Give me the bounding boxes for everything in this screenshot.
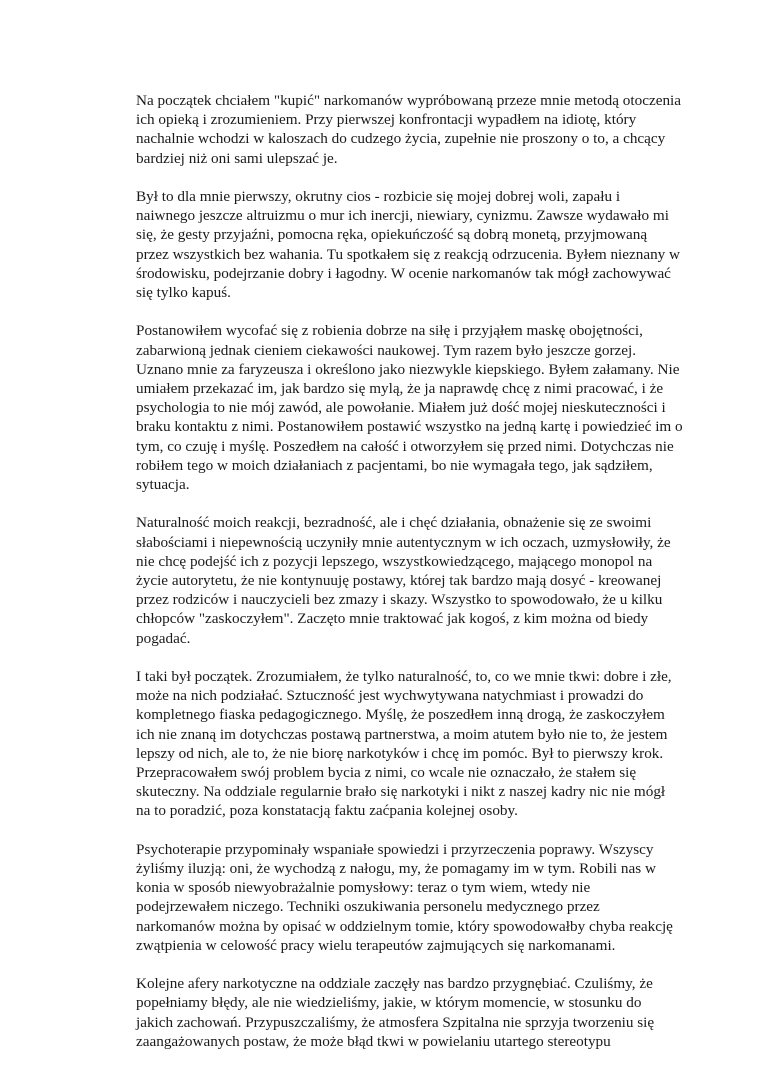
text-line: naiwnego jeszcze altruizmu o mur ich inercji, niewiary, cynizmu. Zawsze wydawało mi [136, 207, 669, 225]
text-line: Naturalność moich reakcji, bezradność, ale i chęć działania, obnażenie się ze swoimi [136, 514, 652, 532]
text-line: konia w sposób niewyobrażalnie pomysłowy: teraz o tym wiem, wtedy nie [136, 879, 591, 897]
text-line: żyliśmy iluzją: oni, że wychodzą z nałogu, my, że pomagamy im w tym. Robili nas w [136, 860, 656, 878]
body-text [136, 91, 690, 1070]
text-line: Przepracowałem swój problem bycia z nimi, co wcale nie oznaczało, że stałem się [136, 764, 637, 782]
text-line: nie chcę podejść ich z pozycji lepszego, wszystkowiedzącego, mającego monopol na [136, 552, 653, 570]
text-line: Psychoterapie przypominały wspaniałe spowiedzi i przyrzeczenia poprawy. Wszyscy [136, 840, 654, 858]
text-line: zwątpienia w celowość pracy wielu terapeutów zajmujących się narkomanami. [136, 936, 616, 954]
text-line: psychologia to nie mój zawód, ale powołanie. Miałem już dość mojej nieskuteczności i [136, 399, 666, 417]
text-line: ich nie znaną im dotychczas postawą partnerstwa, a moim atutem było nie to, że jestem [136, 725, 668, 743]
text-line: podejrzewałem niczego. Techniki oszukiwania personelu medycznego przez [136, 898, 600, 916]
text-line: tym, co czuję i myślę. Poszedłem na całość i otworzyłem się przed nimi. Dotychczas nie [136, 437, 674, 455]
text-line: I taki był początek. Zrozumiałem, że tylko naturalność, to, co we mnie tkwi: dobre i złe, [136, 668, 672, 686]
text-line: braku kontaktu z nimi. Postanowiłem postawić wszystko na jedną kartę i powiedzieć im o [136, 418, 683, 436]
text-line: bardziej niż oni sami ulepszać je. [136, 149, 338, 167]
paragraph [136, 974, 690, 1051]
text-line: przez wszystkich bez wahania. Tu spotkałem się z reakcją odrzucenia. Byłem nieznany w [136, 245, 681, 263]
paragraph [136, 187, 690, 302]
text-line: narkomanów można by opisać w oddzielnym tomie, który spowodowałby chyba reakcję [136, 917, 673, 935]
text-line: życie autorytetu, że nie kontynuuję postawy, której tak bardzo mają dosyć - kreowanej [136, 572, 662, 590]
text-line: umiałem przekazać im, jak bardzo się mylą, że ja naprawdę chcę z nimi pracować, i że [136, 380, 664, 398]
text-line: Postanowiłem wycofać się z robienia dobrze na siłę i przyjąłem maskę obojętności, [136, 322, 643, 340]
text-line: się, że gesty przyjaźni, pomocna ręka, opiekuńczość są dobrą monetą, przyjmowaną [136, 226, 648, 244]
text-line: Na początek chciałem "kupić" narkomanów wypróbowaną przeze mnie metodą otoczenia [136, 92, 681, 109]
text-line: jakich zachowań. Przypuszczaliśmy, że atmosfera Szpitalna nie sprzyja tworzeniu się [136, 1013, 655, 1031]
text-line: robiłem tego w moich działaniach z pacjentami, bo nie wymagała tego, jak sądziłem, [136, 456, 653, 474]
text-line: słabościami i niepewnością uczyniły mnie autentycznym w ich oczach, uzmysłowiły, że [136, 533, 671, 551]
text-line: zaangażowanych postaw, że może błąd tkwi w powielaniu utartego stereotypu [136, 1032, 611, 1050]
text-line: na to poradzić, poza konstatacją faktu zaćpania kolejnej osoby. [136, 802, 518, 820]
text-line: kompletnego fiaska pedagogicznego. Myślę, że poszedłem inną drogą, że zaskoczyłem [136, 706, 665, 724]
text-line: ich opieką i zrozumieniem. Przy pierwszej konfrontacji wypadłem na idiotę, który [136, 111, 637, 129]
text-line: Kolejne afery narkotyczne na oddziale zaczęły nas bardzo przygnębiać. Czuliśmy, że [136, 975, 653, 993]
text-line: przez rodziców i nauczycieli bez zmazy i skazy. Wszystko to spowodowało, że u kilku [136, 591, 663, 609]
text-line: nachalnie wchodzi w kaloszach do cudzego życia, zupełnie nie proszony o to, a chcący [136, 130, 666, 148]
paragraph [136, 91, 690, 168]
text-line: skuteczny. Na oddziale regularnie brało się narkotyki i nikt z naszej kadry nic nie mógł [136, 783, 666, 801]
text-line: środowisku, podejrzanie dobry i łagodny. W ocenie narkomanów tak mógł zachowywać [136, 264, 671, 282]
text-line: Uznano mnie za faryzeusza i określono jako niezwykle kiepskiego. Byłem załamany. Nie [136, 360, 680, 378]
paragraph [136, 667, 690, 821]
text-line: popełniamy błędy, ale nie wiedzieliśmy, jakie, w którym momencie, w stosunku do [136, 994, 642, 1012]
text-line: chłopców "zaskoczyłem". Zaczęto mnie traktować jak kogoś, z kim można od biedy [136, 610, 649, 628]
text-line: może na nich podziałać. Sztuczność jest wychwytywana natychmiast i prowadzi do [136, 687, 644, 705]
text-line: lepszy od nich, ale to, że nie biorę narkotyków i chcę im pomóc. Był to pierwszy krok. [136, 744, 664, 762]
paragraph [136, 840, 690, 955]
paragraph [136, 321, 690, 494]
text-line: się tylko kapuś. [136, 284, 231, 302]
paragraph [136, 513, 690, 647]
text-line: Był to dla mnie pierwszy, okrutny cios - rozbicie się mojej dobrej woli, zapału i [136, 188, 621, 205]
text-line: sytuacja. [136, 476, 190, 494]
text-line: pogadać. [136, 629, 191, 647]
text-line: zabarwioną jednak cieniem ciekawości naukowej. Tym razem było jeszcze gorzej. [136, 341, 637, 359]
